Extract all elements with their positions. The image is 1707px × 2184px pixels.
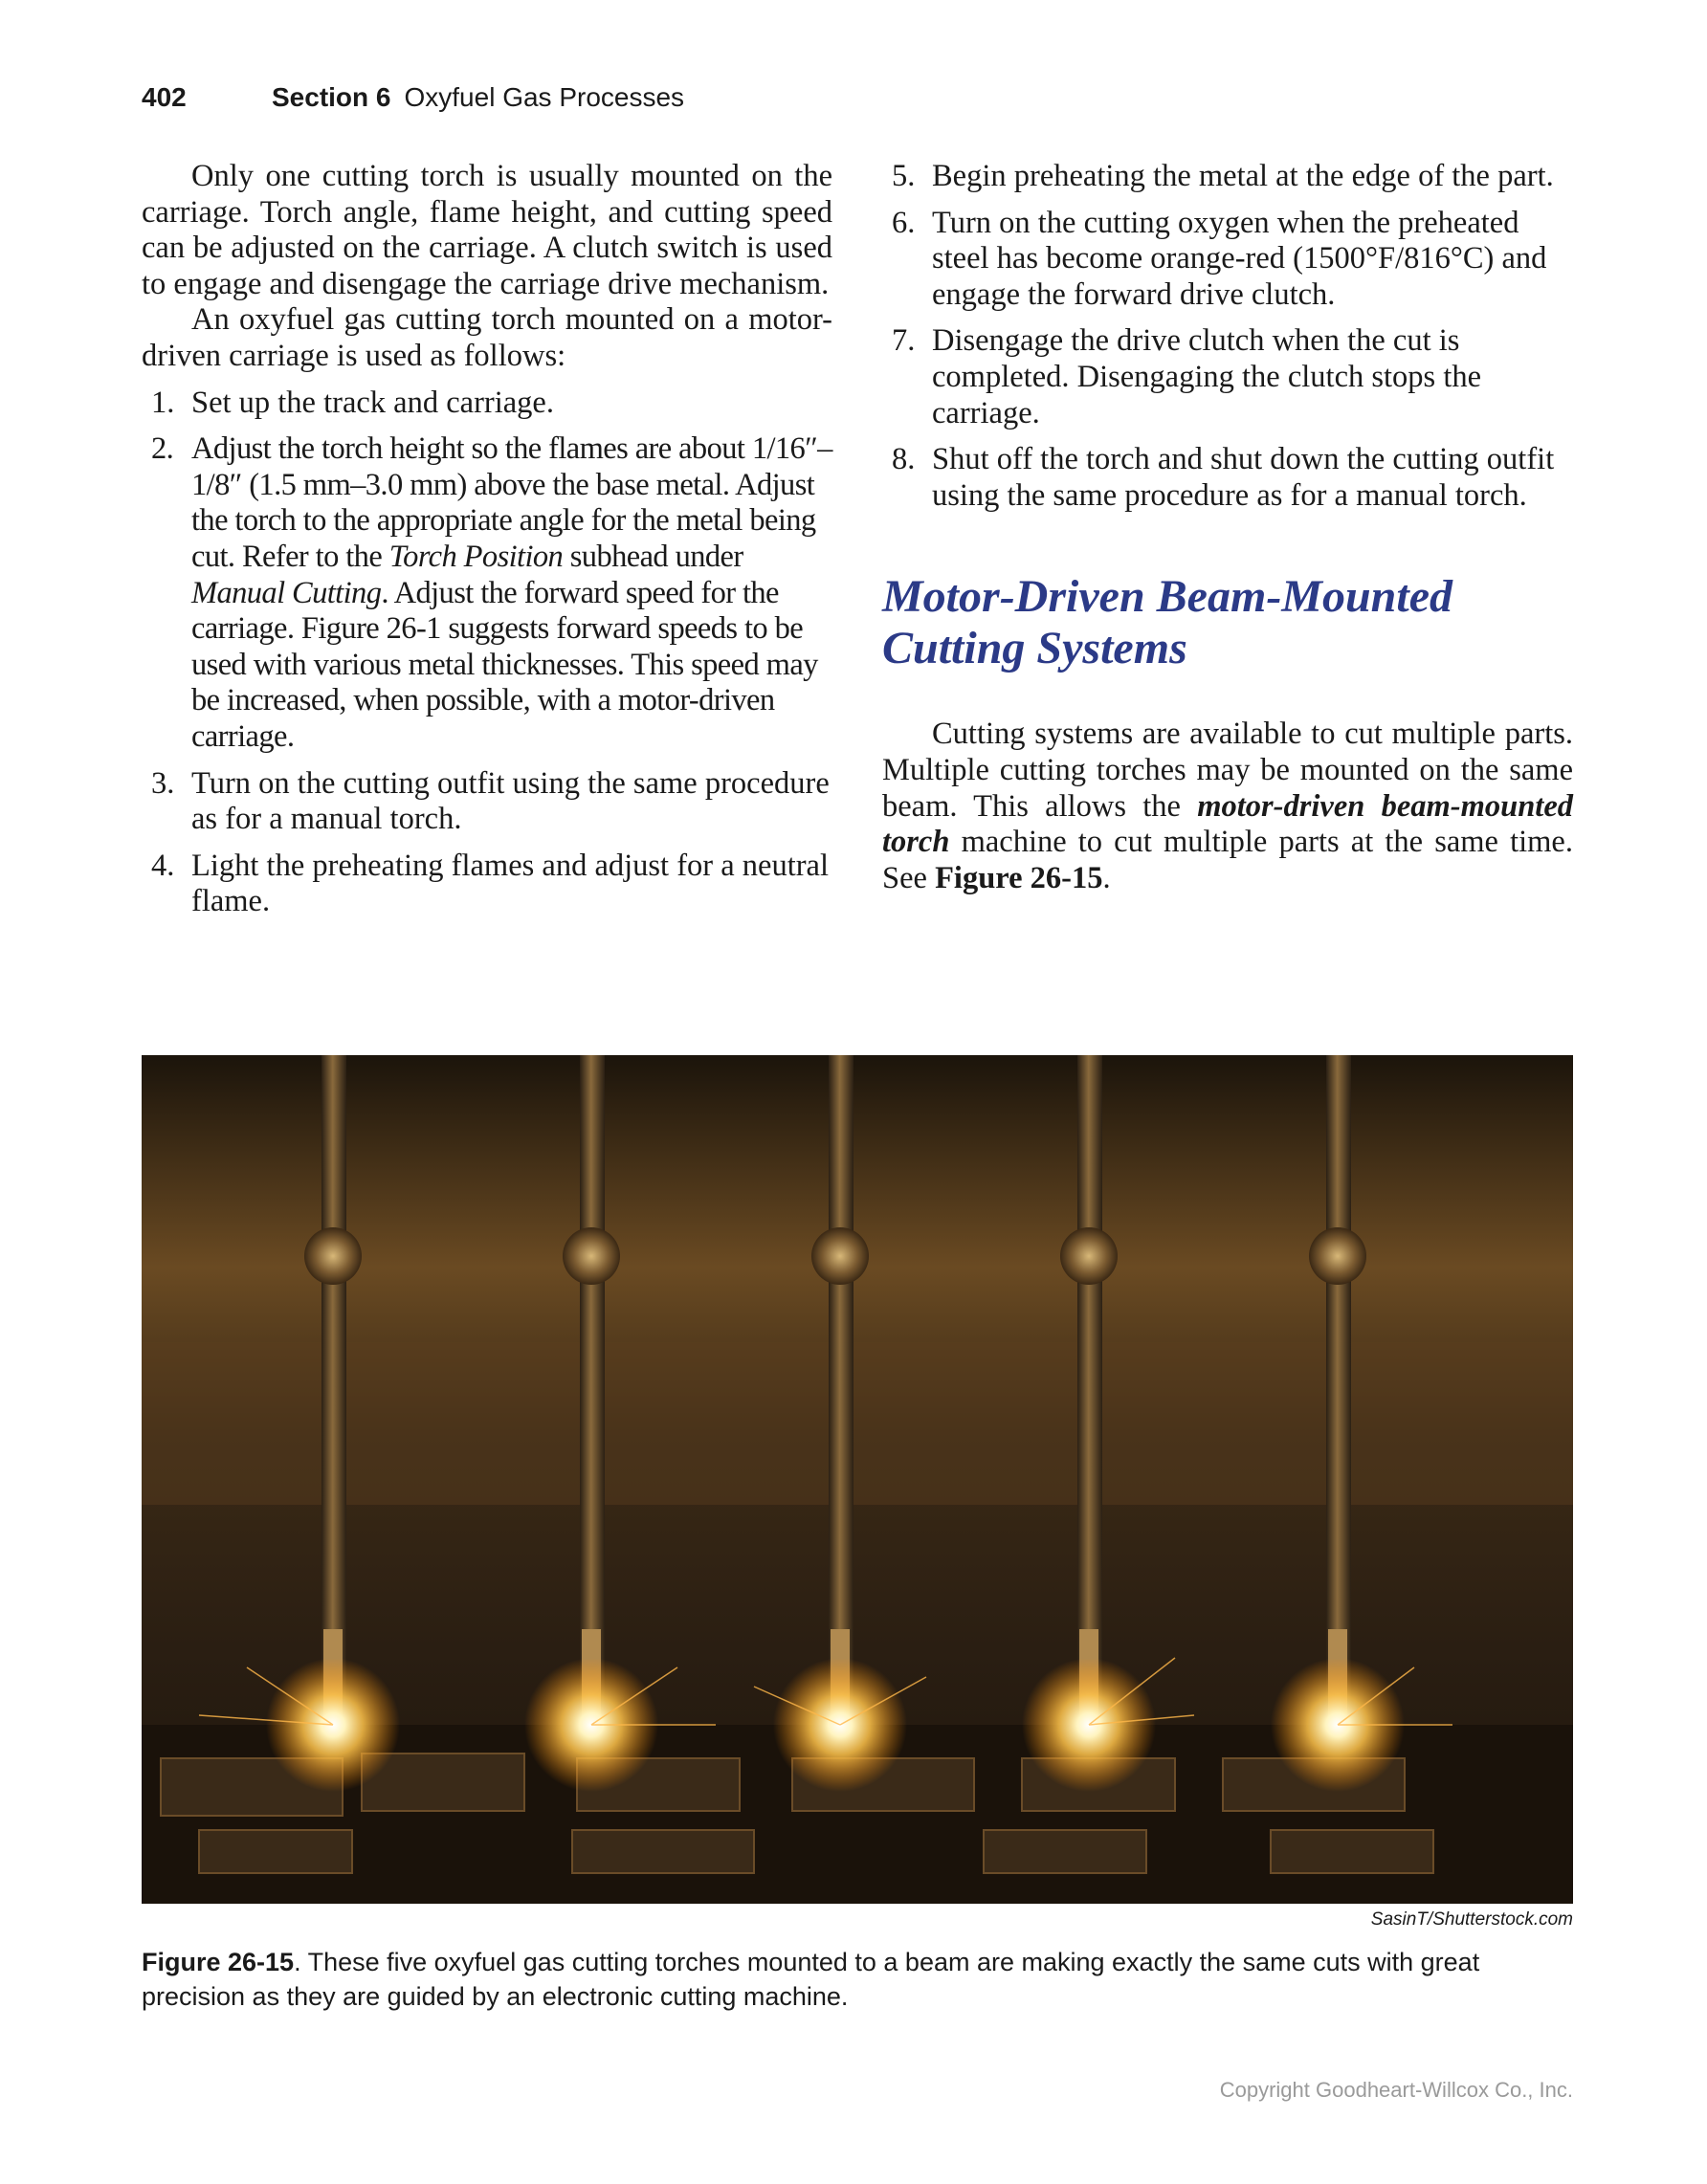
body-text: . <box>1102 860 1111 895</box>
body-paragraph <box>882 717 1573 896</box>
step-number: 4. <box>151 848 175 883</box>
section-heading: Motor-Driven Beam-Mounted Cutting Systems <box>882 571 1453 674</box>
procedure-list <box>882 159 1573 514</box>
body-paragraph: An oxyfuel gas cutting torch mounted on a motor-driven carriage is used as follows: <box>142 302 832 373</box>
list-item <box>142 849 832 920</box>
procedure-list <box>142 386 832 920</box>
step-text: Shut off the torch and shut down the cutting outfit using the same procedure as for a manual torch. <box>932 442 1555 513</box>
key-term: motor-driven beam-mounted torch <box>882 788 1573 860</box>
list-item <box>142 431 832 755</box>
caption-label: Figure 26-15 <box>142 1948 295 1976</box>
step-text: . Adjust the forward speed for the carriage. Figure 26-1 suggests forward speeds to be used with various metal thicknesses. This speed may be increased, when possible, with a motor-driven carriage. <box>191 575 818 754</box>
copyright-footer: Copyright Goodheart-Willcox Co., Inc. <box>1219 2078 1573 2102</box>
list-item <box>882 206 1573 314</box>
cutting-torches-photo <box>142 1055 1573 1904</box>
body-text: machine to cut multiple parts at the same time. See <box>882 825 1573 895</box>
list-item <box>882 323 1573 431</box>
body-paragraph: Only one cutting torch is usually mounted on the carriage. Torch angle, flame height, and cutting speed can be adjusted on the carriage. A clutch switch is used to engage and disengage the carriage drive mechanism. <box>142 159 832 301</box>
page-number: 402 <box>142 82 187 112</box>
step-number: 8. <box>892 442 916 477</box>
photo-credit: SasinT/Shutterstock.com <box>1370 1909 1573 1930</box>
step-number: 6. <box>892 205 916 240</box>
list-item <box>142 386 832 422</box>
step-number: 1. <box>151 385 175 420</box>
italic-reference: Manual Cutting <box>191 575 382 610</box>
caption-text: . These five oxyfuel gas cutting torches mounted to a beam are making exactly the same cuts with great precision as they are guided by an electronic cutting machine. <box>142 1948 1480 2011</box>
step-number: 3. <box>151 765 175 801</box>
body-text: Cutting systems are available to cut multiple parts. Multiple cutting torches may be mounted on the same beam. This allows the <box>882 717 1573 824</box>
step-text: Set up the track and carriage. <box>191 385 554 420</box>
step-text: Light the preheating flames and adjust for a neutral flame. <box>191 848 830 919</box>
section-label: Section 6 <box>272 82 391 112</box>
step-text: Begin preheating the metal at the edge of the part. <box>932 159 1554 193</box>
figure-caption <box>142 1945 1577 2014</box>
running-head <box>142 82 684 113</box>
step-text: Turn on the cutting oxygen when the preheated steel has become orange-red (1500°F/816°C) and engage the forward drive clutch. <box>932 205 1547 312</box>
step-number: 7. <box>892 323 916 359</box>
list-item <box>142 766 832 838</box>
step-text: Disengage the drive clutch when the cut is completed. Disengaging the clutch stops the carriage. <box>932 323 1482 430</box>
step-text: Adjust the torch height so the flames are about 1/16″–1/8″ (1.5 mm–3.0 mm) above the base metal. Adjust the torch to the appropriate angle for the metal being cut. Refer to the <box>191 431 832 574</box>
italic-reference: Torch Position <box>388 539 564 574</box>
step-number: 2. <box>151 431 174 467</box>
step-number: 5. <box>892 159 916 193</box>
figure-reference: Figure 26-15 <box>935 860 1103 895</box>
figure-photo <box>142 1055 1573 1904</box>
list-item <box>882 159 1573 195</box>
right-column <box>882 159 1573 896</box>
step-text: subhead under <box>563 539 743 574</box>
left-column <box>142 159 832 920</box>
step-text: Turn on the cutting outfit using the same procedure as for a manual torch. <box>191 765 830 837</box>
list-item <box>882 442 1573 514</box>
section-title: Oxyfuel Gas Processes <box>404 82 685 112</box>
